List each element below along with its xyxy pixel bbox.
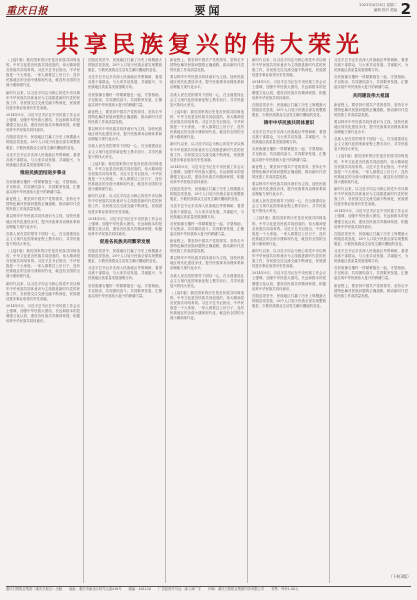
paragraph: 新时代以来，以习近平同志为核心的党中央以铸牢中华民族共同体意识为主线推进新时代党的民族工作，各民族交往交流交融不断深化，民族团结进步事业取得历史性成就。 [252, 249, 326, 269]
article-headline: 共享民族复兴的伟大荣光 [56, 32, 364, 58]
paragraph: 2014年9月，习近平总书记在中央民族工作会议上强调，加强中华民族大团结，长远和根本的是增强文化认同，建设各民族共有精神家园，积极培养中华民族共同体意识。 [334, 209, 408, 229]
article-body [6, 58, 411, 583]
date-line-2: 编辑 校对 美编 [373, 7, 397, 12]
paragraph: 各族人民在党的领导下团结一心，在全面建设社会主义现代化国家新征程上携手前行，共享民族复兴的伟大荣光。 [334, 137, 408, 152]
paragraph: 习近平总书记多次深入民族地区考察调研，看望各族干部群众，与大家共话发展、共谋振兴，为民族地区高质量发展指明方向。 [88, 266, 162, 281]
paragraph: 2014年9月，习近平总书记在中央民族工作会议上强调，加强中华民族大团结，长远和根本的是增强文化认同，建设各民族共有精神家园，积极培养中华民族共同体意识。 [6, 112, 80, 133]
paragraph: 要以铸牢中华民族共同体意识为主线，加快民族地区现代化建设步伐，提升民族事务治理体系和治理能力现代化水平。 [88, 127, 162, 142]
date-line-1: 2023年4月25日 星期二 [359, 3, 397, 7]
paragraph: 2014年9月，习近平总书记在中央民族工作会议上强调，加强中华民族大团结，长远和根本的是增强文化认同，建设各民族共有精神家园，积极培养中华民族共同体意识。 [252, 271, 326, 291]
subheading: 推进民族团结进步事业 [20, 170, 66, 176]
paragraph: 各族人民在党的领导下团结一心，在全面建设社会主义现代化国家新征程上携手前行，共享民族复兴的伟大荣光。 [170, 92, 244, 107]
paragraph: 新征程上，要坚持中国共产党的领导，坚持走中国特色解决民族问题的正确道路，推动新时代党的民族工作高质量发展。 [170, 239, 244, 254]
paragraph: 习近平总书记多次深入民族地区考察调研，看望各族干部群众，与大家共话发展、共谋振兴，为民族地区高质量发展指明方向。 [170, 204, 244, 219]
paragraph: 2014年9月，习近平总书记在中央民族工作会议上强调，加强中华民族大团结，长远和根本的是增强文化认同，建设各民族共有精神家园，积极培养中华民族共同体意识。 [88, 216, 162, 236]
text-column-1 [6, 58, 84, 583]
date-line [359, 3, 397, 12]
continued-notice: （下转3版） [388, 574, 411, 579]
paragraph: 新征程上，要坚持中国共产党的领导，坚持走中国特色解决民族问题的正确道路，推动新时代党的民族工作高质量发展。 [88, 109, 162, 125]
paragraph: 要以铸牢中华民族共同体意识为主线，加快民族地区现代化建设步伐，提升民族事务治理体系和治理能力现代化水平。 [334, 119, 408, 135]
paragraph: 新时代以来，以习近平同志为核心的党中央以铸牢中华民族共同体意识为主线推进新时代党的民族工作，各民族交往交流交融不断深化，民族团结进步事业取得历史性成就。 [88, 194, 162, 214]
paragraph: 新时代以来，以习近平同志为核心的党中央以铸牢中华民族共同体意识为主线推进新时代党的民族工作，各民族交往交流交融不断深化，民族团结进步事业取得历史性成就。 [6, 281, 80, 301]
paragraph: 各族人民在党的领导下团结一心，在全面建设社会主义现代化国家新征程上携手前行，共享民族复兴的伟大荣光。 [252, 199, 326, 214]
page-number: 2 [400, 0, 411, 18]
footer-item: 邮编：401120 [128, 587, 152, 591]
paragraph: 各民族像石榴籽一样紧紧抱在一起，守望相助、手足相亲，共同团结奋斗、共同繁荣发展，汇聚起实现中华民族伟大复兴的磅礴力量。 [252, 147, 326, 162]
paragraph: 2014年9月，习近平总书记在中央民族工作会议上强调，加强中华民族大团结，长远和根本的是增强文化认同，建设各民族共有精神家园，积极培养中华民族共同体意识。 [6, 303, 80, 324]
subheading: 共同建设伟大祖国 [352, 93, 390, 99]
footer-item: 重庆日报报业集团（重庆日报社）出版 [6, 587, 63, 591]
paragraph: 新征程上，要坚持中国共产党的领导，坚持走中国特色解决民族问题的正确道路，推动新时代党的民族工作高质量发展。 [334, 102, 408, 117]
footer-item: 零售：每份1.00元 [271, 587, 299, 591]
masthead [6, 2, 411, 17]
paragraph: 要以铸牢中华民族共同体意识为主线，加快民族地区现代化建设步伐，提升民族事务治理体系和治理能力现代化水平。 [170, 256, 244, 271]
footer-item: 广告经营许可证：渝工商广字 [158, 587, 202, 591]
paragraph: 各族人民在党的领导下团结一心，在全面建设社会主义现代化国家新征程上携手前行，共享民族复兴的伟大荣光。 [170, 273, 244, 288]
subheading: 促进各民族共同繁荣发展 [99, 240, 151, 245]
paragraph: 习近平总书记多次深入民族地区考察调研，看望各族干部群众，与大家共话发展、共谋振兴，为民族地区高质量发展指明方向。 [252, 130, 326, 145]
footer-item: 地址：重庆市渝北区同茂大道416号 [69, 587, 122, 591]
paragraph: （上接1版）我们国家的历史是各民族共同缔造的，中华文化是各民族共同创造的，伟大精神是各民族共同培育的。习近平总书记指出，中华民族是一个大家庭，一家人都要过上好日子，没有民族地区的全面小康和现代化，就没有全国的全面小康和现代化。 [170, 290, 244, 321]
paragraph: 在脱贫攻坚中，民族地区打赢了历史上规模最大的脱贫攻坚战，28个人口较少民族全部实现整族脱贫，少数民族群众生活发生翻天覆地的变化。 [252, 293, 326, 308]
paragraph: 各族人民在党的领导下团结一心，在全面建设社会主义现代化国家新征程上携手前行，共享民族复兴的伟大荣光。 [88, 144, 162, 159]
paragraph: （上接1版）我们国家的历史是各民族共同缔造的，中华文化是各民族共同创造的，伟大精神是各民族共同培育的。习近平总书记指出，中华民族是一个大家庭，一家人都要过上好日子，没有民族地区的全面小康和现代化，就没有全国的全面小康和现代化。 [6, 249, 80, 279]
paragraph: 各民族像石榴籽一样紧紧抱在一起，守望相助、手足相亲，共同团结奋斗、共同繁荣发展，汇聚起实现中华民族伟大复兴的磅礴力量。 [6, 179, 80, 195]
footer-item: 印刷：重庆日报报业集团印务有限公司 [208, 587, 265, 591]
paragraph: （上接1版）我们国家的历史是各民族共同缔造的，中华文化是各民族共同创造的，伟大精神是各民族共同培育的。习近平总书记指出，中华民族是一个大家庭，一家人都要过上好日子，没有民族地区的全面小康和现代化，就没有全国的全面小康和现代化。 [6, 58, 80, 88]
paragraph: 各民族像石榴籽一样紧紧抱在一起，守望相助、手足相亲，共同团结奋斗、共同繁荣发展，汇聚起实现中华民族伟大复兴的磅礴力量。 [170, 221, 244, 236]
paragraph: 新时代以来，以习近平同志为核心的党中央以铸牢中华民族共同体意识为主线推进新时代党的民族工作，各民族交往交流交融不断深化，民族团结进步事业取得历史性成就。 [170, 142, 244, 162]
paragraph: 习近平总书记多次深入民族地区考察调研，看望各族干部群众，与大家共话发展、共谋振兴，为民族地区高质量发展指明方向。 [334, 58, 408, 73]
paragraph: 在脱贫攻坚中，民族地区打赢了历史上规模最大的脱贫攻坚战，28个人口较少民族全部实现整族脱贫，少数民族群众生活发生翻天覆地的变化。 [334, 231, 408, 246]
paragraph: 新征程上，要坚持中国共产党的领导，坚持走中国特色解决民族问题的正确道路，推动新时代党的民族工作高质量发展。 [170, 58, 244, 73]
newspaper-logo: 重庆日报 [6, 6, 48, 17]
paragraph: 在脱贫攻坚中，民族地区打赢了历史上规模最大的脱贫攻坚战，28个人口较少民族全部实现整族脱贫，少数民族群众生活发生翻天覆地的变化。 [252, 102, 326, 117]
paragraph: 新时代以来，以习近平同志为核心的党中央以铸牢中华民族共同体意识为主线推进新时代党的民族工作，各民族交往交流交融不断深化，民族团结进步事业取得历史性成就。 [252, 58, 326, 78]
paragraph: 新征程上，要坚持中国共产党的领导，坚持走中国特色解决民族问题的正确道路，推动新时代党的民族工作高质量发展。 [334, 283, 408, 298]
text-column-2 [88, 58, 166, 583]
paragraph: 各族人民在党的领导下团结一心，在全面建设社会主义现代化国家新征程上携手前行，共享民族复兴的伟大荣光。 [6, 231, 80, 246]
paragraph: 新时代以来，以习近平同志为核心的党中央以铸牢中华民族共同体意识为主线推进新时代党的民族工作，各民族交往交流交融不断深化，民族团结进步事业取得历史性成就。 [6, 90, 80, 110]
paragraph: 要以铸牢中华民族共同体意识为主线，加快民族地区现代化建设步伐，提升民族事务治理体系和治理能力现代化水平。 [6, 214, 80, 229]
paragraph: 在脱贫攻坚中，民族地区打赢了历史上规模最大的脱贫攻坚战，28个人口较少民族全部实现整族脱贫，少数民族群众生活发生翻天覆地的变化。 [6, 135, 80, 150]
paragraph: 2014年9月，习近平总书记在中央民族工作会议上强调，加强中华民族大团结，长远和根本的是增强文化认同，建设各民族共有精神家园，积极培养中华民族共同体意识。 [252, 80, 326, 100]
text-column-4 [252, 58, 330, 583]
paragraph: 各民族像石榴籽一样紧紧抱在一起，守望相助、手足相亲，共同团结奋斗、共同繁荣发展，汇聚起实现中华民族伟大复兴的磅礴力量。 [334, 75, 408, 90]
paragraph: （上接1版）我们国家的历史是各民族共同缔造的，中华文化是各民族共同创造的，伟大精神是各民族共同培育的。习近平总书记指出，中华民族是一个大家庭，一家人都要过上好日子，没有民族地区的全面小康和现代化，就没有全国的全面小康和现代化。 [252, 216, 326, 246]
paragraph: 在脱贫攻坚中，民族地区打赢了历史上规模最大的脱贫攻坚战，28个人口较少民族全部实现整族脱贫，少数民族群众生活发生翻天覆地的变化。 [88, 58, 162, 73]
paragraph: 各民族像石榴籽一样紧紧抱在一起，守望相助、手足相亲，共同团结奋斗、共同繁荣发展，汇聚起实现中华民族伟大复兴的磅礴力量。 [88, 283, 162, 298]
subheading: 铸牢中华民族共同体意识 [263, 121, 315, 127]
footer-bar [6, 586, 411, 597]
paragraph: 各民族像石榴籽一样紧紧抱在一起，守望相助、手足相亲，共同团结奋斗、共同繁荣发展，汇聚起实现中华民族伟大复兴的磅礴力量。 [88, 92, 162, 107]
paragraph: 在脱贫攻坚中，民族地区打赢了历史上规模最大的脱贫攻坚战，28个人口较少民族全部实现整族脱贫，少数民族群众生活发生翻天覆地的变化。 [170, 187, 244, 202]
paragraph: 新征程上，要坚持中国共产党的领导，坚持走中国特色解决民族问题的正确道路，推动新时代党的民族工作高质量发展。 [252, 164, 326, 179]
paragraph: 新时代以来，以习近平同志为核心的党中央以铸牢中华民族共同体意识为主线推进新时代党的民族工作，各民族交往交流交融不断深化，民族团结进步事业取得历史性成就。 [334, 186, 408, 207]
paragraph: （上接1版）我们国家的历史是各民族共同缔造的，中华文化是各民族共同创造的，伟大精神是各民族共同培育的。习近平总书记指出，中华民族是一个大家庭，一家人都要过上好日子，没有民族地区的全面小康和现代化，就没有全国的全面小康和现代化。 [170, 109, 244, 140]
text-column-3 [170, 58, 248, 583]
paragraph: 新征程上，要坚持中国共产党的领导，坚持走中国特色解决民族问题的正确道路，推动新时代党的民族工作高质量发展。 [6, 197, 80, 212]
paragraph: 习近平总书记多次深入民族地区考察调研，看望各族干部群众，与大家共话发展、共谋振兴，为民族地区高质量发展指明方向。 [334, 249, 408, 264]
paragraph: 要以铸牢中华民族共同体意识为主线，加快民族地区现代化建设步伐，提升民族事务治理体系和治理能力现代化水平。 [170, 75, 244, 90]
paragraph: （上接1版）我们国家的历史是各民族共同缔造的，中华文化是各民族共同创造的，伟大精神是各民族共同培育的。习近平总书记指出，中华民族是一个大家庭，一家人都要过上好日子，没有民族地区的全面小康和现代化，就没有全国的全面小康和现代化。 [88, 161, 162, 192]
paragraph: 要以铸牢中华民族共同体意识为主线，加快民族地区现代化建设步伐，提升民族事务治理体系和治理能力现代化水平。 [252, 181, 326, 197]
text-column-5 [334, 58, 411, 583]
paragraph: 各民族像石榴籽一样紧紧抱在一起，守望相助、手足相亲，共同团结奋斗、共同繁荣发展，汇聚起实现中华民族伟大复兴的磅礴力量。 [334, 266, 408, 281]
paragraph: 习近平总书记多次深入民族地区考察调研，看望各族干部群众，与大家共话发展、共谋振兴，为民族地区高质量发展指明方向。 [6, 152, 80, 167]
paragraph: （上接1版）我们国家的历史是各民族共同缔造的，中华文化是各民族共同创造的，伟大精神是各民族共同培育的。习近平总书记指出，中华民族是一个大家庭，一家人都要过上好日子，没有民族地区的全面小康和现代化，就没有全国的全面小康和现代化。 [334, 154, 408, 184]
paragraph: 2014年9月，习近平总书记在中央民族工作会议上强调，加强中华民族大团结，长远和根本的是增强文化认同，建设各民族共有精神家园，积极培养中华民族共同体意识。 [170, 164, 244, 185]
paragraph: 在脱贫攻坚中，民族地区打赢了历史上规模最大的脱贫攻坚战，28个人口较少民族全部实现整族脱贫，少数民族群众生活发生翻天覆地的变化。 [88, 249, 162, 264]
section-title: 要闻 [194, 4, 223, 17]
paragraph: 习近平总书记多次深入民族地区考察调研，看望各族干部群众，与大家共话发展、共谋振兴，为民族地区高质量发展指明方向。 [88, 75, 162, 90]
